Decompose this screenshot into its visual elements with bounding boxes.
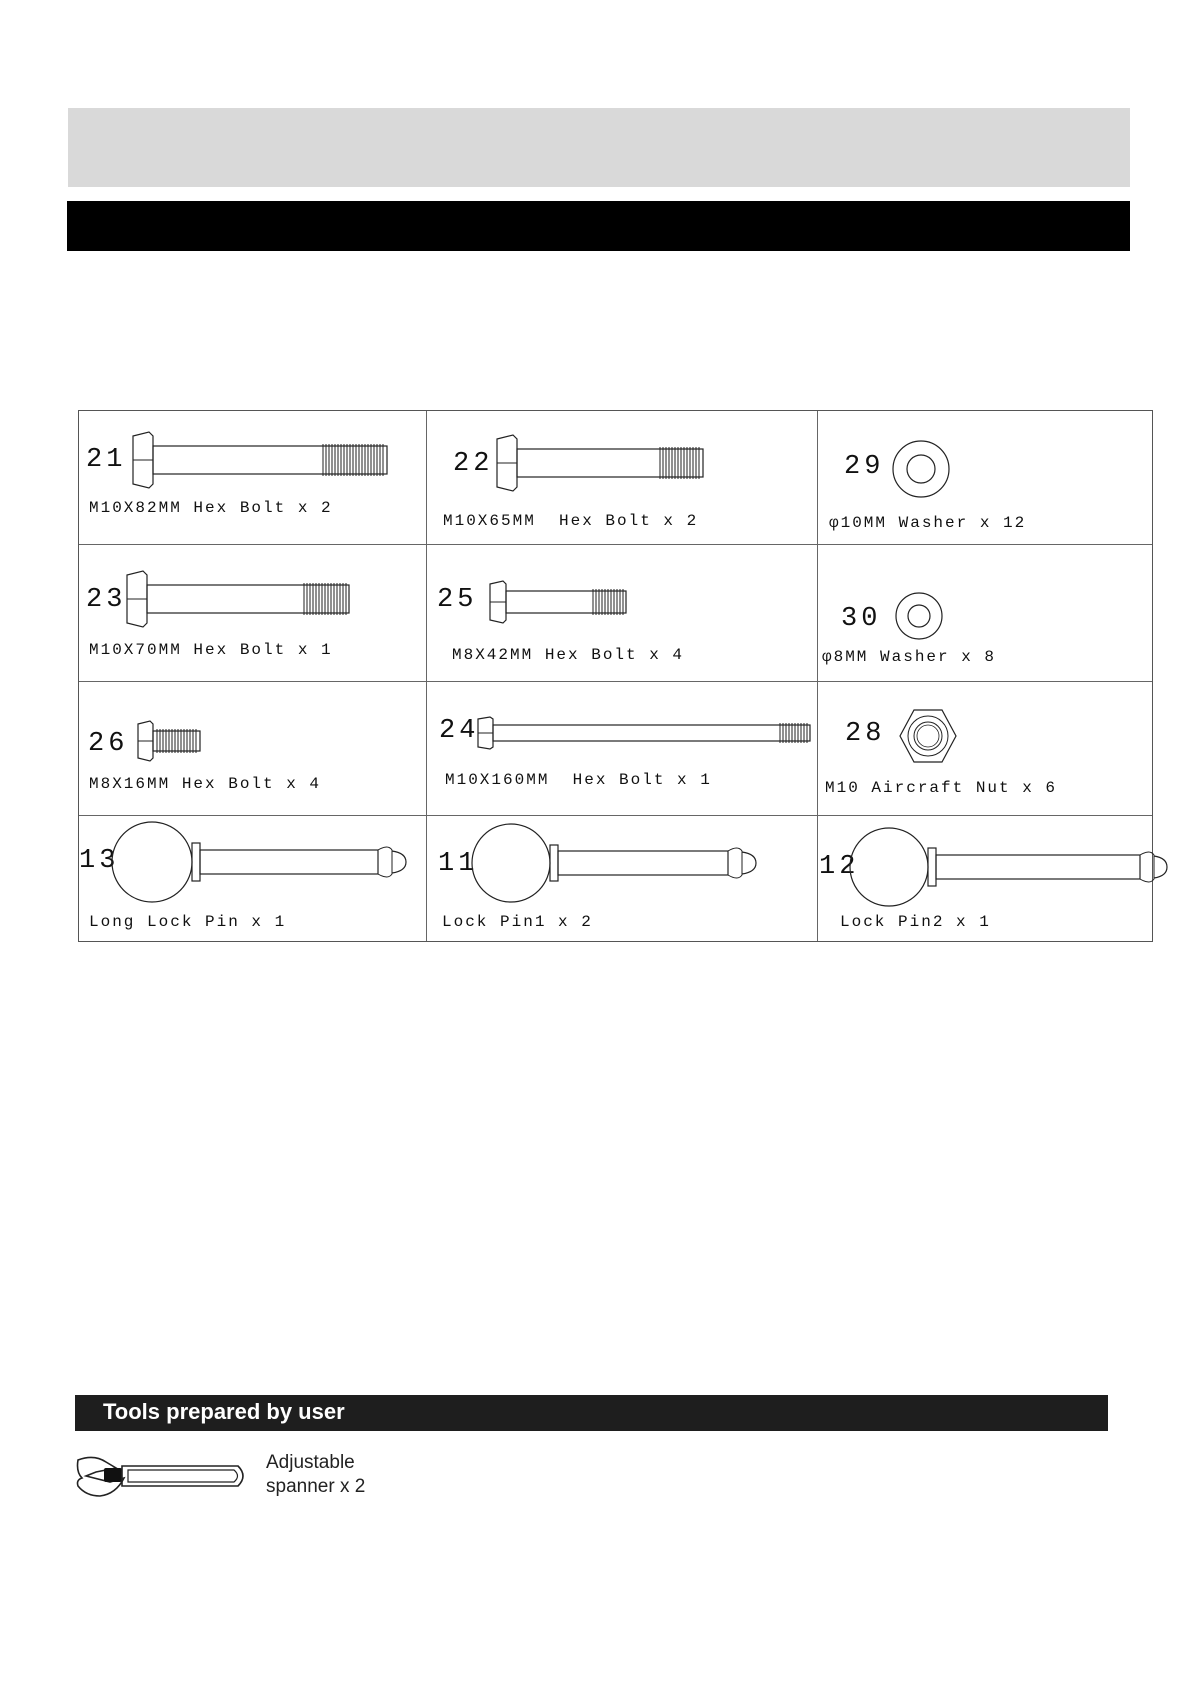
hex-nut-drawing — [899, 709, 957, 763]
part-number: 13 — [79, 846, 120, 876]
header-black-band — [67, 201, 1130, 251]
part-label: Lock Pin1 x 2 — [442, 913, 593, 931]
table-divider — [79, 544, 1152, 545]
part-number: 28 — [845, 719, 886, 749]
part-number: 22 — [453, 449, 494, 479]
tool-item-adjustable-spanner — [266, 1451, 365, 1499]
hex-bolt-drawing — [127, 571, 353, 627]
part-label: M10X160MM Hex Bolt x 1 — [445, 771, 712, 789]
part-label: φ10MM Washer x 12 — [829, 514, 1027, 532]
part-number: 21 — [86, 445, 127, 475]
part-number: 25 — [437, 585, 478, 615]
hex-bolt-drawing — [133, 432, 393, 488]
table-divider — [79, 815, 1152, 816]
part-number: 11 — [438, 849, 479, 879]
part-number: 23 — [86, 585, 127, 615]
part-number: 12 — [819, 852, 860, 882]
part-label: φ8MM Washer x 8 — [822, 648, 997, 666]
part-label: Long Lock Pin x 1 — [89, 913, 287, 931]
part-label: M10X82MM Hex Bolt x 2 — [89, 499, 333, 517]
tools-title: Tools prepared by user — [103, 1399, 345, 1424]
part-number: 29 — [844, 452, 885, 482]
part-label: M10X70MM Hex Bolt x 1 — [89, 641, 333, 659]
part-label: M10X65MM Hex Bolt x 2 — [443, 512, 699, 530]
tool-name-line: spanner x 2 — [266, 1476, 366, 1497]
tools-section-header — [75, 1395, 1108, 1431]
washer-drawing — [891, 439, 951, 499]
header-gray-band — [68, 108, 1130, 187]
hex-bolt-drawing — [478, 717, 814, 749]
part-label: M8X42MM Hex Bolt x 4 — [452, 646, 685, 664]
part-label: M10 Aircraft Nut x 6 — [825, 779, 1058, 797]
hex-bolt-drawing — [497, 435, 707, 491]
part-number: 30 — [841, 604, 882, 634]
table-divider — [426, 411, 427, 941]
lock-pin-drawing — [849, 826, 1179, 908]
part-label: Lock Pin2 x 1 — [840, 913, 991, 931]
tool-name-line: Adjustable — [266, 1452, 355, 1473]
part-number: 24 — [439, 716, 480, 746]
table-divider — [817, 411, 818, 941]
hex-bolt-drawing — [490, 581, 630, 623]
lock-pin-drawing — [112, 819, 412, 905]
table-divider — [79, 681, 1152, 682]
parts-table — [78, 410, 1153, 942]
hex-bolt-drawing — [138, 721, 204, 761]
part-label: M8X16MM Hex Bolt x 4 — [89, 775, 322, 793]
lock-pin-drawing — [471, 821, 763, 905]
wrench-icon — [76, 1452, 248, 1500]
part-number: 26 — [88, 729, 129, 759]
washer-drawing — [894, 591, 944, 641]
